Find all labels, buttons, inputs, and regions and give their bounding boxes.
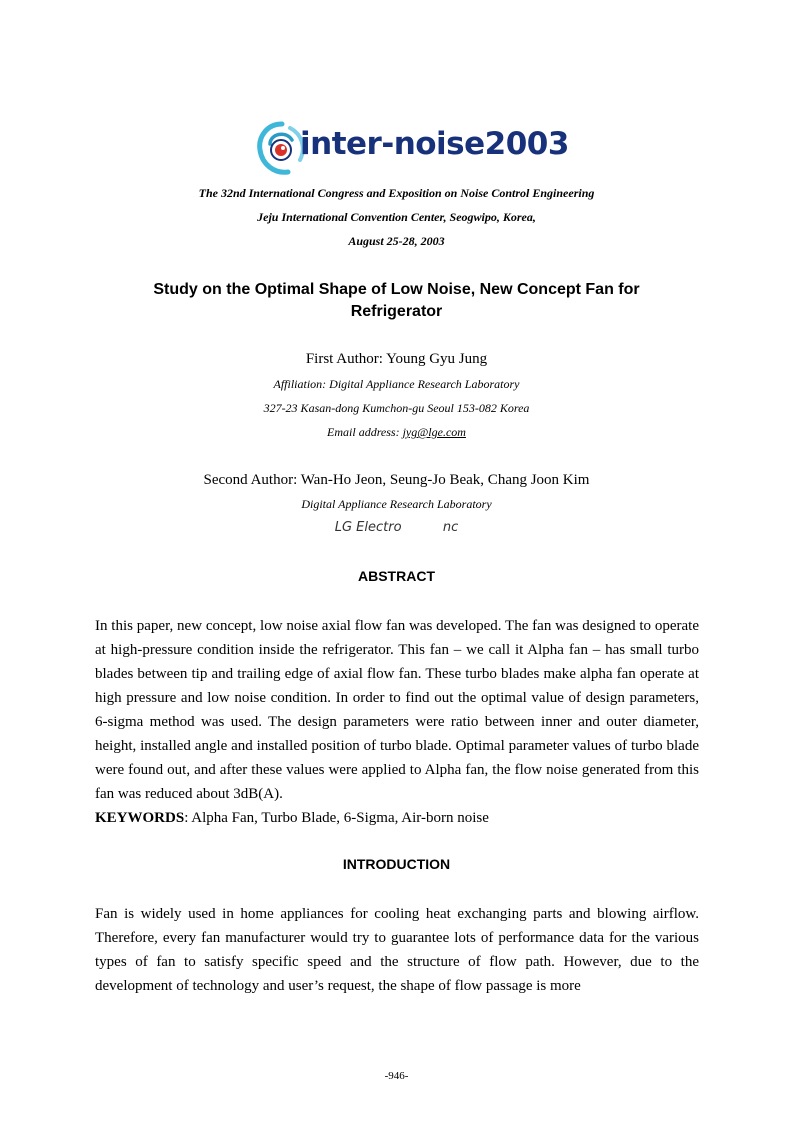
introduction-text: Fan is widely used in home appliances for cooling heat exchanging parts and blowing airflow. Therefore, every fan manufacturer would try to guarantee lots of performance data for the various types of fan to satisfy specific speed and the structure of flow path. However, due to the development of technology and user’s request, the shape of flow passage is more xyxy=(95,906,699,994)
keywords-line xyxy=(95,806,699,830)
first-author-affiliation: Affiliation: Digital Appliance Research Laboratory xyxy=(273,377,520,391)
keywords-label: KEYWORDS xyxy=(95,810,185,826)
paper-title xyxy=(100,279,693,323)
first-author: First Author: Young Gyu Jung xyxy=(305,351,488,367)
abstract-heading: ABSTRACT xyxy=(358,568,435,584)
abstract-body xyxy=(95,614,699,830)
keywords-list: : Alpha Fan, Turbo Blade, 6-Sigma, Air-born noise xyxy=(184,810,489,826)
page-number: -946- xyxy=(384,1070,409,1082)
conference-name: The 32nd International Congress and Exposition on Noise Control Engineering xyxy=(198,186,595,200)
email-link[interactable]: jyg@lge.com xyxy=(402,425,466,439)
introduction-body xyxy=(95,902,699,998)
title-line-1: Study on the Optimal Shape of Low Noise, New Concept Fan for xyxy=(153,281,640,298)
second-authors: Second Author: Wan-Ho Jeon, Seung-Jo Beak, Chang Joon Kim xyxy=(203,472,590,488)
abstract-text: In this paper, new concept, low noise axial flow fan was developed. The fan was designed to operate at high-pressure condition inside the refrigerator. This fan – we call it Alpha fan – has small turbo blades between tip and trailing edge of axial flow fan. These turbo blades make alpha fan operate at high pressure and low noise condition. In order to find out the optimal value of design parameters, 6-sigma method was used. The design parameters were ratio between inner and outer diameter, height, installed angle and installed position of turbo blade. Optimal parameter values of turbo blade were found out, and after these values were applied to Alpha fan, the flow noise generated from this fan was reduced about 3dB(A). xyxy=(95,618,699,802)
second-author-company: LG Electro nc xyxy=(334,520,459,535)
conference-venue: Jeju International Convention Center, Seogwipo, Korea, xyxy=(257,210,536,224)
first-author-address: 327-23 Kasan-dong Kumchon-gu Seoul 153-082 Korea xyxy=(263,401,530,415)
logo-wordmark: inter-noise2003 xyxy=(300,126,569,162)
introduction-heading: INTRODUCTION xyxy=(342,856,451,872)
conference-logo xyxy=(256,120,569,178)
first-author-email-line xyxy=(0,425,793,440)
email-label: Email address: xyxy=(327,425,403,439)
conference-dates: August 25-28, 2003 xyxy=(348,234,445,248)
title-line-2: Refrigerator xyxy=(350,303,443,320)
second-author-affiliation: Digital Appliance Research Laboratory xyxy=(301,497,492,511)
